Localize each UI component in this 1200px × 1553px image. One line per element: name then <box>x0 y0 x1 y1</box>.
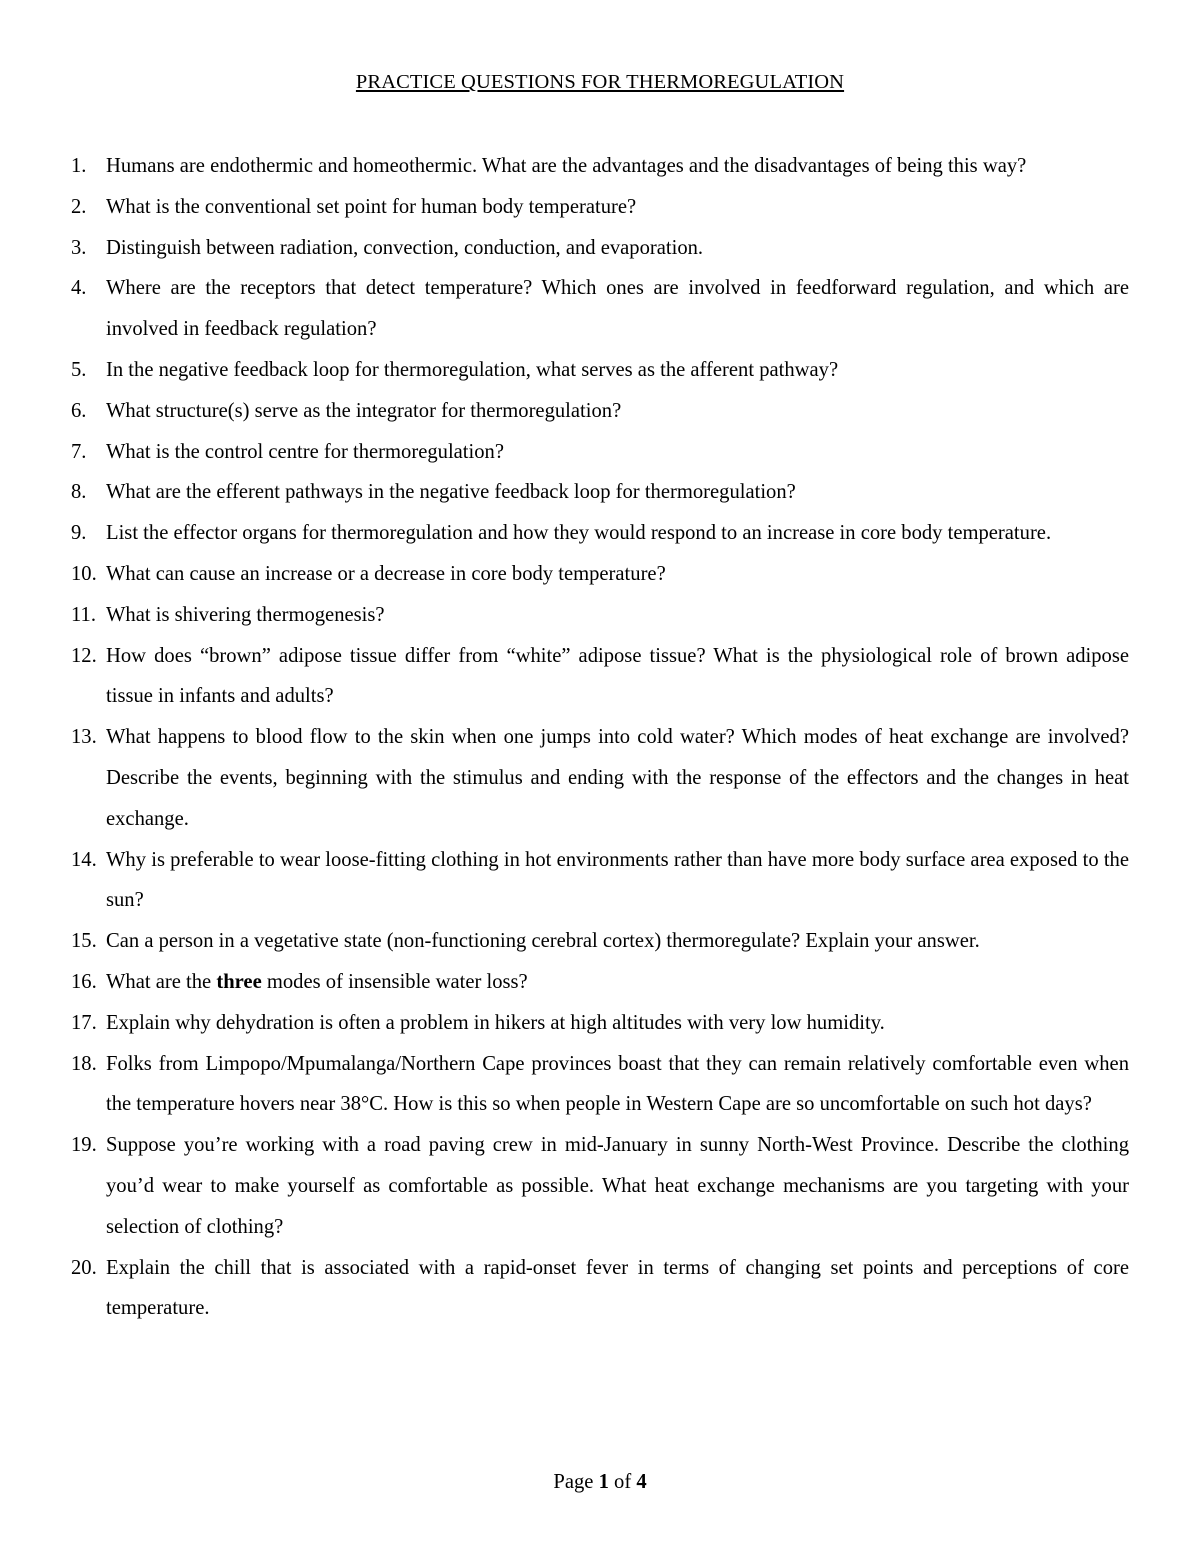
question-item <box>71 391 1129 432</box>
question-number: 2. <box>71 195 87 218</box>
question-text: What happens to blood flow to the skin when one jumps into cold water? Which modes of heat exchange are involved? Describe the events, beginning with the stimulus and ending with the response of the effectors and the changes in heat exchange. <box>106 726 1129 830</box>
question-text: Distinguish between radiation, convection, conduction, and evaporation. <box>106 236 704 259</box>
question-text-before: What are the <box>106 970 217 993</box>
question-number: 9. <box>71 522 87 545</box>
question-item <box>71 513 1129 554</box>
question-number: 17. <box>71 1011 97 1034</box>
question-text: Why is preferable to wear loose-fitting clothing in hot environments rather than have more body surface area exposed to the sun? <box>106 848 1129 912</box>
total-pages: 4 <box>636 1471 647 1493</box>
question-item <box>71 1044 1129 1126</box>
question-item <box>71 1248 1129 1330</box>
question-text: What can cause an increase or a decrease in core body temperature? <box>106 562 666 585</box>
question-emphasis: three <box>216 970 262 993</box>
page-number: 1 <box>598 1471 609 1493</box>
question-text: How does “brown” adipose tissue differ from “white” adipose tissue? What is the physiological role of brown adipose tissue in infants and adults? <box>106 644 1129 708</box>
question-list <box>71 146 1129 1329</box>
page-word: Page <box>553 1471 594 1493</box>
question-text: Humans are endothermic and homeothermic. What are the advantages and the disadvantages of being this way? <box>106 155 1027 177</box>
question-item <box>71 187 1129 228</box>
question-text: Folks from Limpopo/Mpumalanga/Northern Cape provinces boast that they can remain relatively comfortable even when the temperature hovers near 38°C. How is this so when people in Western Cape are so uncomfortable on such hot days? <box>106 1052 1129 1116</box>
question-item <box>71 840 1129 922</box>
question-item <box>71 472 1129 513</box>
question-item <box>71 636 1129 718</box>
question-text: Where are the receptors that detect temperature? Which ones are involved in feedforward regulation, and which are involved in feedback regulation? <box>106 277 1129 341</box>
question-number: 15. <box>71 930 97 953</box>
question-text: In the negative feedback loop for thermoregulation, what serves as the afferent pathway? <box>106 358 839 381</box>
question-number: 12. <box>71 644 97 667</box>
question-number: 4. <box>71 277 87 300</box>
question-item <box>71 595 1129 636</box>
question-number: 7. <box>71 440 87 463</box>
question-number: 18. <box>71 1052 97 1075</box>
question-item <box>71 350 1129 391</box>
question-number: 5. <box>71 358 87 381</box>
question-text: What is the conventional set point for human body temperature? <box>106 195 637 218</box>
question-number: 13. <box>71 726 97 749</box>
question-text: What is the control centre for thermoregulation? <box>106 440 504 463</box>
question-number: 3. <box>71 236 87 259</box>
question-text: Explain why dehydration is often a problem in hikers at high altitudes with very low humidity. <box>106 1011 885 1034</box>
question-item <box>71 268 1129 350</box>
question-text: What is shivering thermogenesis? <box>106 603 385 626</box>
question-item <box>71 1003 1129 1044</box>
question-text: Explain the chill that is associated with a rapid-onset fever in terms of changing set points and perceptions of core temperature. <box>106 1256 1129 1320</box>
question-number: 14. <box>71 848 97 871</box>
question-item <box>71 554 1129 595</box>
question-item <box>71 717 1129 839</box>
question-text-after: modes of insensible water loss? <box>261 970 528 993</box>
question-text: Can a person in a vegetative state (non-functioning cerebral cortex) thermoregulate? Explain your answer. <box>106 930 980 953</box>
page-title: PRACTICE QUESTIONS FOR THERMOREGULATION <box>355 71 845 93</box>
of-word: of <box>614 1471 632 1493</box>
question-item <box>71 146 1129 187</box>
question-number: 6. <box>71 399 87 422</box>
question-number: 1. <box>71 155 87 177</box>
question-number: 19. <box>71 1134 97 1157</box>
question-number: 20. <box>71 1256 97 1279</box>
question-text: Suppose you’re working with a road paving crew in mid-January in sunny North-West Province. Describe the clothing you’d wear to make yourself as comfortable as possible. What heat exchange mechanisms are you targeting with your selection of clothing? <box>106 1134 1129 1238</box>
question-number: 8. <box>71 481 87 504</box>
question-item <box>71 1125 1129 1247</box>
question-text: List the effector organs for thermoregulation and how they would respond to an increase in core body temperature. <box>106 522 1052 545</box>
question-item <box>71 432 1129 473</box>
question-text: What are the efferent pathways in the negative feedback loop for thermoregulation? <box>106 481 796 504</box>
question-text: What structure(s) serve as the integrator for thermoregulation? <box>106 399 622 422</box>
question-number: 11. <box>71 603 96 626</box>
question-item <box>71 228 1129 269</box>
question-number: 10. <box>71 562 97 585</box>
question-number: 16. <box>71 970 97 993</box>
question-item <box>71 921 1129 962</box>
question-item <box>71 962 1129 1003</box>
page-footer <box>0 1471 1200 1494</box>
